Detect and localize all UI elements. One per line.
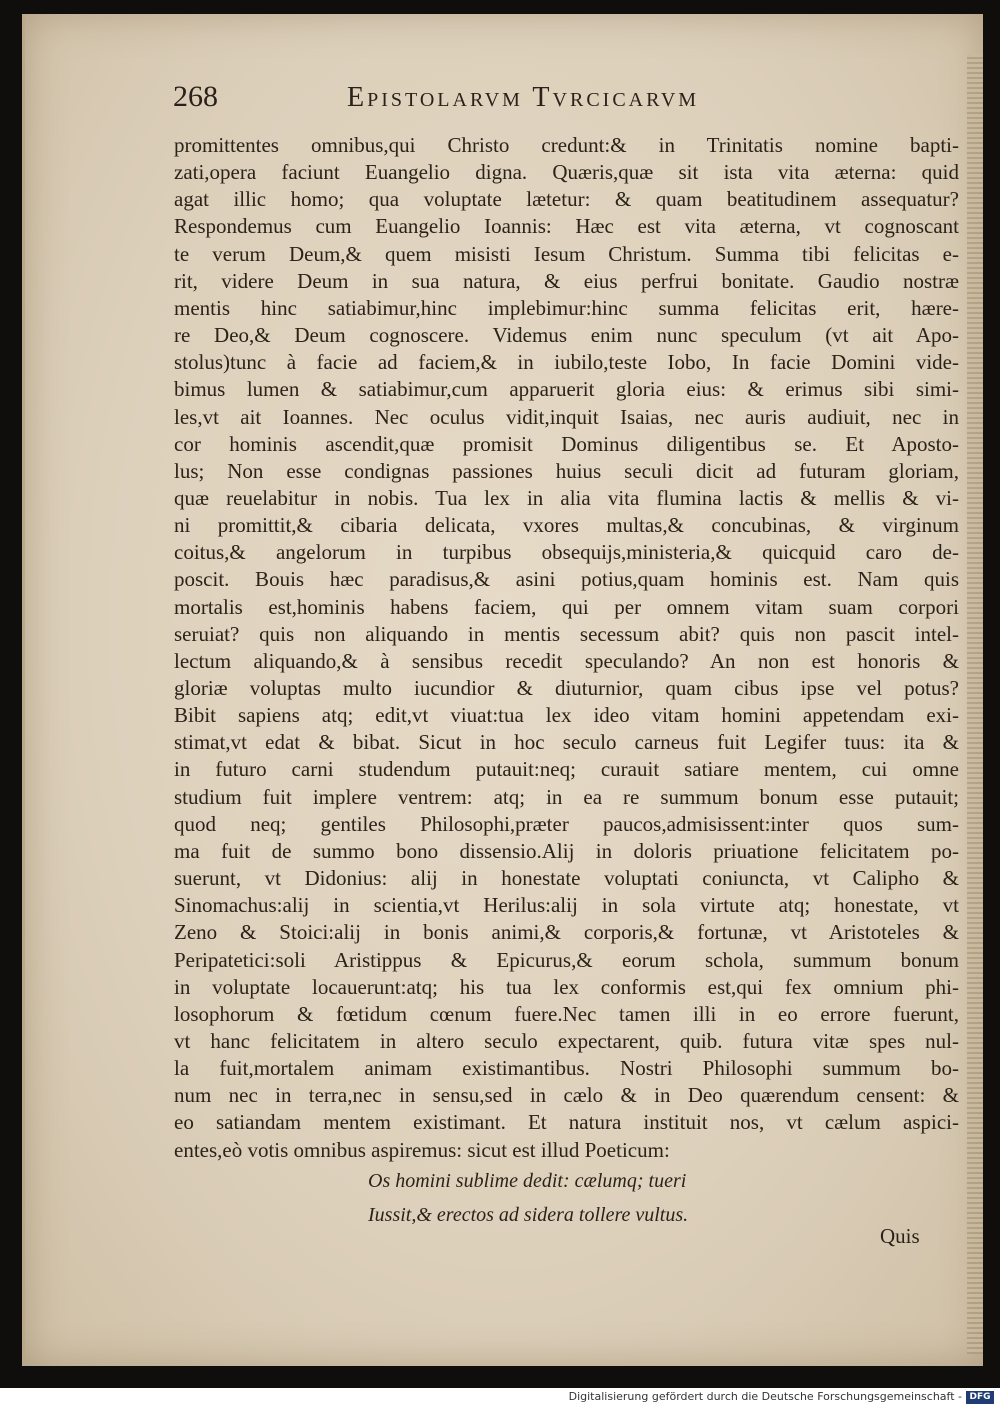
text-line: lectum aliquando,& à sensibus recedit speculando? An non est honoris & (174, 648, 959, 673)
text-line: les,vt ait Ioannes. Nec oculus vidit,inquit Isaias, nec auris audiuit, nec in (174, 404, 959, 429)
text-line: coitus,& angelorum in turpibus obsequijs,ministeria,& quicquid caro de- (174, 540, 959, 565)
text-line: ma fuit de summo bono dissensio.Alij in doloris priuatione felicitatem po- (174, 838, 959, 863)
page-edge (967, 54, 983, 1354)
text-line: ni promittit,& cibaria delicata, vxores multas,& concubinas, & virginum (174, 513, 959, 538)
catchword: Quis (880, 1224, 920, 1248)
text-line: suerunt, vt Didonius: alij in honestate voluptati coniuncta, vt Calipho & (174, 866, 959, 891)
text-line: quod neq; gentiles Philosophi,præter paucos,admisissent:inter quos sum- (174, 811, 959, 836)
text-line: entes,eò votis omnibus aspiremus: sicut est illud Poeticum: (174, 1137, 670, 1162)
text-line: studium fuit implere ventrem: atq; in ea re summum bonum esse putauit; (174, 784, 959, 809)
text-line: gloriæ voluptas multo iucundior & diuturnior, quam cibus ipse vel potus? (174, 676, 959, 700)
text-line: Respondemus cum Euangelio Ioannis: Hæc est vita æterna, vt cognoscant (174, 214, 959, 239)
text-line: mentis hinc satiabimur,hinc implebimur:hinc summa felicitas erit, hære- (174, 295, 959, 320)
text-line: agat illic homo; qua voluptate lætetur: & quam beatitudinem assequatur? (174, 187, 959, 212)
text-line: cor hominis ascendit,quæ promisit Dominus diligentibus se. Et Aposto- (174, 431, 959, 456)
page-number: 268 (173, 80, 218, 113)
text-line: eo satiandam mentem existimant. Et natura instituit nos, vt cælum aspici- (174, 1110, 959, 1135)
verse-line-1: Os homini sublime dedit: cælumq; tueri (368, 1170, 687, 1192)
text-line: Peripatetici:soli Aristippus & Epicurus,& eorum schola, summum bonum (174, 947, 959, 972)
verse-line-2: Iussit,& erectos ad sidera tollere vultus. (368, 1204, 689, 1226)
text-line: Sinomachus:alij in scientia,vt Herilus:alij in sola virtute atq; honestate, vt (174, 893, 959, 918)
text-line: re Deo,& Deum cognoscere. Videmus enim nunc speculum (vt ait Apo- (174, 323, 959, 348)
text-line: poscit. Bouis hæc paradisus,& asini potius,quam hominis est. Nam quis (174, 567, 959, 592)
text-line: stolus)tunc à facie ad faciem,& in iubilo,teste Iobo, In facie Domini vide- (174, 350, 959, 375)
text-line: Bibit sapiens atq; edit,vt viuat:tua lex ideo vitam homini appetendam exi- (174, 703, 959, 728)
text-line: Zeno & Stoici:alij in bonis animi,& corporis,& fortunæ, vt Aristoteles & (174, 920, 959, 945)
text-line: bimus lumen & satiabimur,cum apparuerit gloria eius: & erimus sibi simi- (174, 377, 959, 402)
text-line: quæ reuelabitur in nobis. Tua lex in alia vita flumina lactis & mellis & vi- (174, 485, 959, 510)
text-line: mortalis est,hominis habens faciem, qui per omnem vitam suam corpori (174, 594, 959, 619)
footer-bar (0, 1388, 1000, 1408)
text-line: zati,opera faciunt Euangelio digna. Quæris,quæ sit ista vita æterna: quid (174, 160, 959, 185)
text-line: num nec in terra,nec in sensu,sed in cælo & in Deo quærendum censent: & (174, 1083, 959, 1108)
running-title: Epistolarvm Tvrcicarvm (347, 82, 700, 113)
text-line: vt hanc felicitatem in altero seculo expectarent, quib. futura vitæ spes nul- (174, 1028, 959, 1053)
text-line: rit, videre Deum in sua natura, & eius perfrui bonitate. Gaudio nostræ (174, 268, 959, 293)
text-line: stimat,vt edat & bibat. Sicut in hoc seculo carneus fuit Legifer tuus: ita & (174, 730, 959, 755)
funding-credit: Digitalisierung gefördert durch die Deutsche Forschungsgemeinschaft - (568, 1390, 962, 1403)
text-line: in futuro carni studendum putauit:neq; curauit satiare mentem, cui omne (174, 757, 959, 782)
page-header (0, 76, 958, 116)
text-line: promittentes omnibus,qui Christo credunt:& in Trinitatis nomine bapti- (174, 133, 959, 157)
text-line: la fuit,mortalem animam existimantibus. Nostri Philosophi summum bo- (174, 1056, 959, 1081)
dfg-logo: DFG (966, 1391, 994, 1404)
text-line: in voluptate locauerunt:atq; his tua lex conformis est,qui fex omnium phi- (174, 974, 959, 999)
text-line: losophorum & fœtidum cœnum fuere.Nec tamen illi in eo errore fuerunt, (174, 1001, 959, 1026)
text-line: te verum Deum,& quem misisti Iesum Christum. Summa tibi felicitas e- (174, 241, 959, 266)
text-line: seruiat? quis non aliquando in mentis secessum abit? quis non pascit intel- (174, 621, 959, 646)
text-line: lus; Non esse condignas passiones huius seculi dicit ad futuram gloriam, (174, 458, 959, 483)
